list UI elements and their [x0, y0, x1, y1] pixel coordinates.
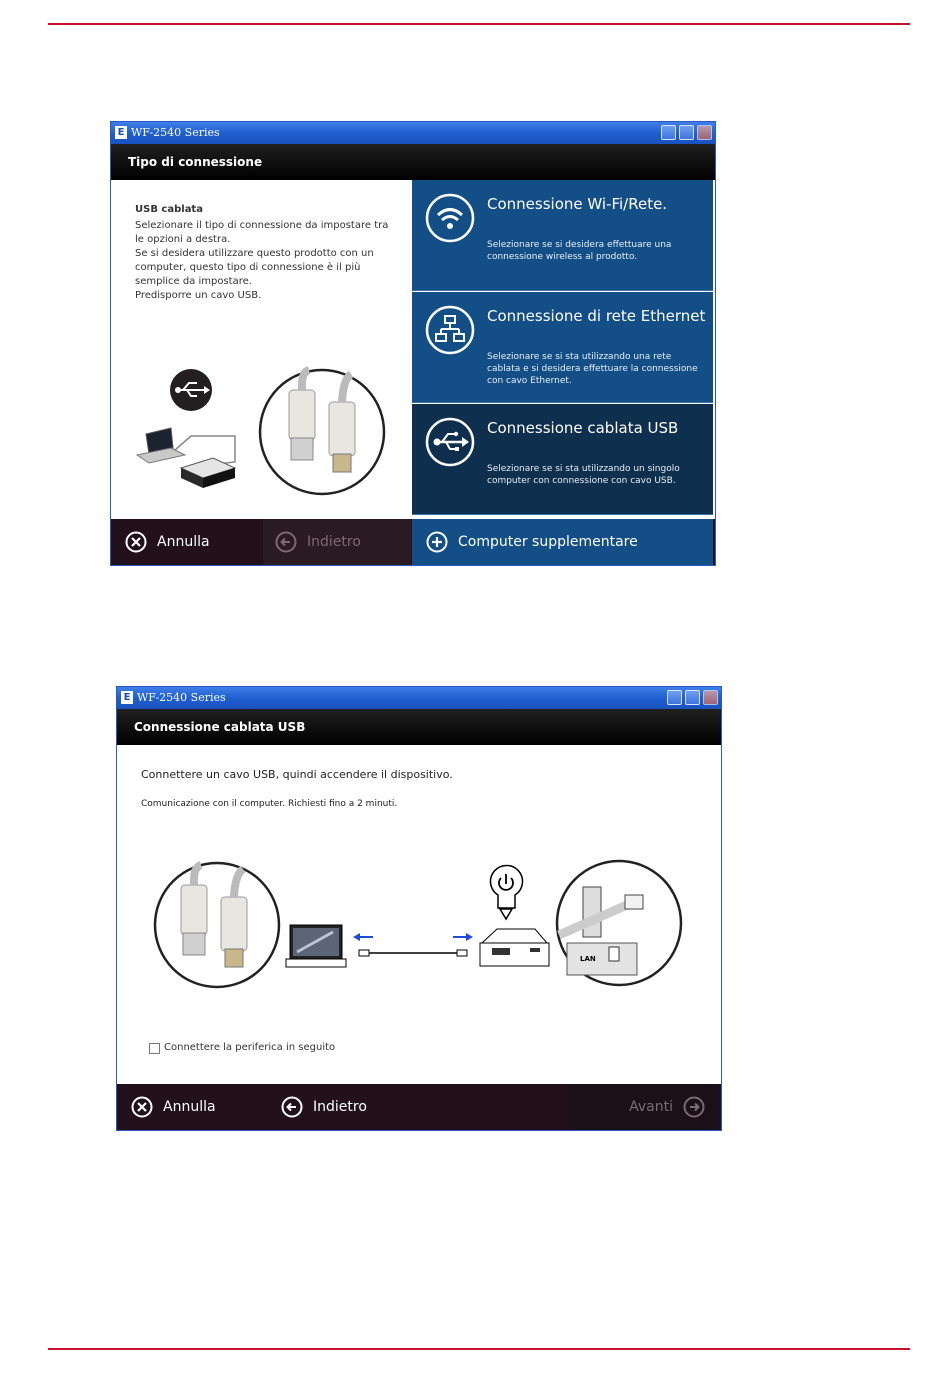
usb-plugs-closeup-icon — [155, 863, 279, 987]
option-usb-title: Connessione cablata USB — [487, 419, 679, 437]
back-button[interactable] — [263, 519, 411, 565]
status-text: Comunicazione con il computer. Richiesti fino a 2 minuti. — [141, 799, 398, 809]
description-heading: USB cablata — [135, 204, 203, 215]
description-line-2: Se si desidera utilizzare questo prodotto con un computer, questo tipo di connessione è il più semplice da impostare. — [135, 248, 374, 287]
connect-later-checkbox[interactable] — [149, 1043, 160, 1054]
option-ethernet-title: Connessione di rete Ethernet — [487, 307, 706, 325]
next-button[interactable] — [569, 1084, 719, 1130]
back-label: Indietro — [313, 1099, 367, 1115]
close-button[interactable] — [697, 125, 712, 140]
back-arrow-icon — [275, 531, 297, 553]
back-arrow-icon — [281, 1096, 303, 1118]
bottom-rule — [48, 1348, 910, 1350]
page-header: Connessione cablata USB — [117, 709, 721, 745]
laptop-icon — [286, 925, 346, 967]
cancel-button[interactable] — [131, 1084, 216, 1130]
connection-type-window — [110, 121, 716, 566]
wifi-icon — [425, 193, 475, 243]
cancel-label: Annulla — [157, 534, 210, 550]
usb-illustration — [131, 362, 411, 502]
lan-port-label: LAN — [580, 955, 596, 963]
cancel-icon — [125, 531, 147, 553]
maximize-button[interactable] — [679, 125, 694, 140]
description-panel — [135, 203, 397, 303]
maximize-button[interactable] — [685, 690, 700, 705]
connect-later-label: Connettere la periferica in seguito — [164, 1042, 336, 1053]
usb-cable-icon — [359, 950, 467, 956]
footer-bar — [117, 1084, 721, 1130]
title-bar[interactable] — [117, 687, 721, 709]
additional-computer-button[interactable] — [412, 519, 713, 565]
app-icon: E — [121, 691, 133, 704]
laptop-icon — [137, 428, 185, 463]
back-button[interactable] — [281, 1084, 367, 1130]
connect-later-option[interactable] — [149, 1042, 335, 1054]
option-usb-desc: Selezionare se si sta utilizzando un singolo computer con connessione con cavo USB. — [487, 464, 680, 486]
option-usb[interactable] — [412, 404, 713, 515]
minimize-button[interactable] — [661, 125, 676, 140]
option-ethernet[interactable] — [412, 292, 713, 403]
printer-port-closeup-icon — [557, 861, 681, 985]
instruction-text: Connettere un cavo USB, quindi accendere il dispositivo. — [141, 768, 453, 781]
title-bar[interactable] — [111, 122, 715, 144]
option-wifi-title: Connessione Wi-Fi/Rete. — [487, 195, 668, 213]
option-ethernet-desc: Selezionare se si sta utilizzando una rete cablata e si desidera effettuare la connessione con cavo Ethernet. — [487, 352, 698, 386]
window-title: WF-2540 Series — [131, 126, 220, 139]
power-icon — [491, 865, 523, 919]
top-rule — [48, 23, 910, 25]
printer-icon — [480, 929, 549, 966]
app-icon: E — [115, 126, 127, 139]
cancel-label: Annulla — [163, 1099, 216, 1115]
close-button[interactable] — [703, 690, 718, 705]
cancel-button[interactable] — [125, 519, 210, 565]
additional-computer-label: Computer supplementare — [458, 534, 638, 550]
usb-connection-window — [116, 686, 722, 1131]
option-wifi-desc: Selezionare se si desidera effettuare una connessione wireless al prodotto. — [487, 240, 672, 262]
plus-icon — [426, 531, 448, 553]
footer-bar — [111, 519, 715, 565]
network-icon — [425, 305, 475, 355]
option-wifi[interactable] — [412, 180, 713, 291]
page-header: Tipo di connessione — [111, 144, 715, 180]
usb-plugs-closeup-icon — [260, 370, 384, 494]
window-title: WF-2540 Series — [137, 691, 226, 704]
connection-diagram — [147, 857, 692, 997]
minimize-button[interactable] — [667, 690, 682, 705]
description-line-1: Selezionare il tipo di connessione da impostare tra le opzioni a destra. — [135, 220, 389, 245]
cancel-icon — [131, 1096, 153, 1118]
next-label: Avanti — [629, 1099, 673, 1115]
usb-icon — [425, 417, 475, 467]
next-arrow-icon — [683, 1096, 705, 1118]
description-line-3: Predisporre un cavo USB. — [135, 290, 262, 301]
back-label: Indietro — [307, 534, 361, 550]
